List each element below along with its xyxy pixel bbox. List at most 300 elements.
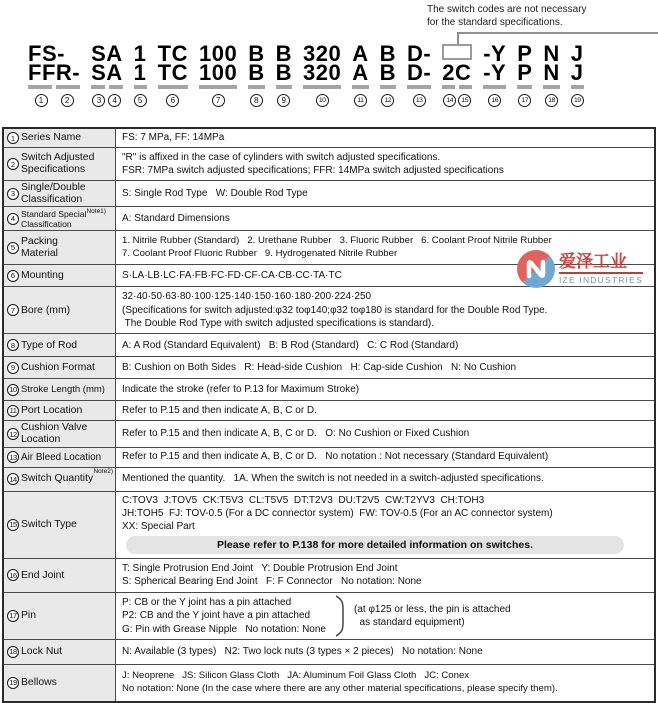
code-number-row [483,94,506,107]
switch-code-note [427,4,587,29]
code-number-wrap [407,94,431,107]
content-line: P: CB or the Y joint has a pin attached [122,596,292,608]
row-number-17: 17 [7,610,19,622]
code-underline-bar [276,85,292,89]
code-number-wrap [91,94,107,107]
code-underline-bar [543,85,559,89]
spec-table [2,127,656,703]
code-number-10: 10 [316,94,329,107]
code-number-wrap [107,94,123,107]
row-number-13: 13 [7,451,19,463]
code-number-row [380,94,396,107]
code-underline-bars [199,85,237,89]
code-segment-1 [28,41,81,107]
content-line: (at φ125 or less, the pin is attached [354,603,511,615]
code-line1-text: 100 [198,41,238,66]
row-content-cell [116,448,654,467]
spec-row-1 [4,129,654,148]
code-number-14: 14 [443,94,456,107]
code-underline-bar [442,85,455,89]
code-line2-text: 2C [442,60,472,85]
content-line: A: Standard Dimensions [122,213,230,225]
code-underline-bar [380,85,396,89]
row-label-cell [4,401,116,420]
row-content-cell [116,287,654,333]
row-label-line: Switch Type [21,518,77,530]
code-underline-bars [442,85,472,89]
code-number-row [248,94,264,107]
content-line: C:TOV3 J:TOV5 CK:T5V3 CL:T5V5 DT:T2V3 DU:T2V5 CW:T2YV3 CH:TOH3 [122,494,485,506]
row-label-line: Classification [21,193,83,205]
row-label-cell [4,559,116,592]
code-number-row [407,94,431,107]
row-number-18: 18 [7,646,19,658]
row-content-cell [116,181,654,206]
content-line: B: Cushion on Both Sides R: Head-side Cushion H: Cap-side Cushion N: No Cushion [122,362,517,374]
row-label-cell [4,334,116,356]
row-label-line: Standard Special$^{Note1)}$ [21,208,106,220]
code-underline-bar [517,85,532,89]
watermark [517,250,643,288]
code-line1-text: -Y [483,41,507,66]
spec-row-11 [4,401,654,421]
code-line2-text: 320 [302,60,342,85]
code-number-13: 13 [413,94,426,107]
content-line: 32·40·50·63·80·100·125·140·150·160·180·200·224·250 [122,291,372,303]
watermark-en-text: IZE INDUSTRIES [559,274,643,285]
code-line2-text: J [570,60,584,85]
code-segment-6 [248,41,265,107]
row-number-2: 2 [7,158,19,170]
code-number-2: 2 [61,94,74,107]
code-line1-text: P [517,41,533,66]
content-line: T: Single Protrusion End Joint Y: Double Protrusion End Joint [122,563,398,575]
code-underline-bar [352,85,368,89]
code-segment-2 [91,41,123,107]
code-underline-bars [248,85,264,89]
code-number-4: 4 [108,94,121,107]
code-number-15: 15 [458,94,471,107]
code-underline-bars [380,85,396,89]
code-segment-12 [442,44,472,107]
row-label-line: Mounting [21,270,64,282]
code-underline-bar [483,85,506,89]
row-label-cell [4,665,116,701]
code-line1-text: 320 [302,41,342,66]
row-content-cell [116,492,654,558]
note-connector-vertical-line [457,32,459,44]
row-label [21,677,57,689]
code-underline-bar [56,85,80,89]
switch-code-note-line1: The switch codes are not necessary [427,4,587,15]
row-label-line: Lock Nut [21,646,63,658]
code-segment-9 [352,41,369,107]
code-segment-13 [483,41,507,107]
row-number-16: 16 [7,569,19,581]
spec-row-19 [4,665,654,701]
switch-info-pill: Please refer to P.138 for more detailed information on switches. [126,536,624,554]
row-content-cell [116,207,654,230]
code-number-row [276,94,292,107]
row-label-line: Port Location [21,405,83,417]
code-number-5: 5 [134,94,147,107]
row-label [21,646,62,658]
code-number-row [303,94,341,107]
row-number-3: 3 [7,188,19,200]
code-segment-4 [157,41,188,107]
code-underline-bars [303,85,341,89]
row-label [21,208,106,229]
content-line: Indicate the stroke (refer to P.13 for Maximum Stroke) [122,384,360,396]
code-underline-bars [28,85,80,89]
row-label-cell [4,357,116,378]
code-number-row [442,94,472,107]
code-number-row [352,94,368,107]
code-number-wrap [571,94,584,107]
row-number-7: 7 [7,304,19,316]
content-line: (Specifications for switch adjusted:φ32 toφ140;φ32 toφ180 is standard for the Double Rod Type. [122,304,548,316]
content-line: P2: CB and the Y joint have a pin attached [122,610,311,622]
code-number-6: 6 [166,94,179,107]
ize-logo-icon [517,250,555,288]
row-label-cell [4,593,116,639]
code-number-wrap [517,94,532,107]
content-line: No notation: None (In the case where there are any other material specifications, please specify them). [122,682,558,694]
code-number-row [28,94,80,107]
row-label-cell [4,129,116,147]
row-content-cell [116,148,654,180]
code-number-wrap [276,94,292,107]
row-label-line: Type of Rod [21,339,78,351]
code-segment-10 [379,41,396,107]
code-line1-text: J [570,41,584,66]
content-line: Refer to P.15 and then indicate A, B, C or D. O: No Cushion or Fixed Cushion [122,428,470,440]
row-label-line: Series Name [21,132,82,144]
code-number-wrap [442,94,457,107]
code-line2-text: N [543,60,560,85]
code-number-row [158,94,188,107]
code-segment-5 [198,41,238,107]
spec-row-8 [4,334,654,357]
code-number-row [91,94,123,107]
pin-options [122,596,326,636]
code-number-wrap [28,94,54,107]
row-number-10: 10 [7,384,19,396]
row-label-cell [4,207,116,230]
code-number-11: 11 [354,94,367,107]
code-line2-text: P [517,60,533,85]
row-label-line: Air Bleed Location [21,451,102,463]
code-line2-text: D- [406,60,432,85]
row-label-cell [4,492,116,558]
switch-code-note-line2: for the standard specifications. [427,16,563,28]
row-label-line: End Joint [21,569,65,581]
row-label-line: Classification [21,218,72,229]
code-underline-bar [571,85,584,89]
code-line2-text: B [379,60,396,85]
code-number-18: 18 [545,94,558,107]
row-label [21,570,64,582]
row-label [21,236,58,259]
code-number-row [517,94,532,107]
row-content-cell [116,640,654,664]
code-underline-bar [199,85,237,89]
code-underline-bars [407,85,431,89]
code-line1-text: 1 [133,41,147,66]
row-label-cell [4,468,116,491]
switch-code-box [442,44,472,60]
code-number-wrap [158,94,188,107]
code-line1-text: FS- [28,41,65,66]
code-underline-bar [28,85,52,89]
pin-standard-note [354,603,511,630]
code-underline-bars [517,85,532,89]
spec-row-10 [4,379,654,401]
code-line2-text: 1 [133,60,147,85]
code-line2-text: -Y [483,60,507,85]
row-number-1: 1 [7,132,19,144]
content-line: S·LA·LB·LC·FA·FB·FC·FD·CF·CA·CB·CC·TA·TC [122,270,342,282]
row-number-15: 15 [7,519,19,531]
row-label-cell [4,379,116,400]
spec-row-13 [4,448,654,468]
row-label [21,452,101,463]
code-line2-text: TC [157,60,188,85]
row-label [21,270,64,282]
row-label [21,340,77,352]
row-number-11: 11 [7,405,19,417]
code-line1-text: N [543,41,560,66]
row-content-cell [116,665,654,701]
code-number-wrap [352,94,368,107]
code-segment-3 [133,41,147,107]
code-line2-text: 100 [198,60,238,85]
code-segment-11 [406,41,432,107]
spec-row-15 [4,492,654,559]
content-line: XX: Special Part [122,521,195,533]
content-line: Refer to P.15 and then indicate A, B, C or D. [122,405,317,417]
watermark-text [559,253,643,285]
row-label-line: Stroke Length (mm) [21,383,105,395]
code-segment-8 [302,41,342,107]
code-underline-bars [571,85,584,89]
brace-icon [334,595,346,637]
row-content-cell [116,129,654,147]
row-label-line: Pin [21,610,37,622]
code-number-row [543,94,559,107]
row-content-cell [116,421,654,446]
spec-row-4 [4,207,654,231]
spec-row-17 [4,593,654,640]
code-segment-15 [543,41,560,107]
row-content-cell [116,401,654,420]
code-underline-bars [483,85,506,89]
code-line2-text: A [352,60,369,85]
row-label [21,362,95,374]
content-line: The Double Rod Type with switch adjusted specifications is standard). [122,318,435,330]
code-line1-text: B [248,41,265,66]
row-label-line: Location [21,434,61,446]
row-number-9: 9 [7,362,19,374]
row-label-line: Switch Quantity [21,473,94,485]
row-label [21,610,36,622]
code-segment-16 [570,41,584,107]
row-content-cell [116,379,654,400]
code-underline-bar [248,85,264,89]
code-number-12: 12 [381,94,394,107]
row-label-line: Single/Double [21,182,86,193]
code-underline-bar [134,85,147,89]
code-number-wrap [543,94,559,107]
content-line: 7. Coolant Proof Fluoric Rubber 9. Hydrogenated Nitrile Rubber [122,247,398,259]
code-number-wrap [303,94,341,107]
content-line: JH:TOH5 FJ: TOV-0.5 (For a DC connector system) FW: TOV-0.5 (For an AC connector system) [122,508,553,520]
code-line2-text: B [275,60,292,85]
row-content-cell [116,559,654,592]
row-label-cell [4,448,116,467]
code-number-wrap [199,94,237,107]
code-number-19: 19 [571,94,584,107]
spec-row-14 [4,468,654,492]
code-underline-bar [303,85,341,89]
row-label [21,305,70,317]
content-line: as standard equipment) [354,616,465,628]
code-line1-text: A [352,41,369,66]
code-line1-text: TC [157,41,188,66]
row-label [21,405,82,417]
spec-row-3 [4,181,654,207]
content-line: S: Spherical Bearing End Joint F: F Connector No notation: None [122,576,422,588]
row-number-8: 8 [7,339,19,351]
watermark-cn-text: 爱泽工业 [559,253,643,274]
content-line: Refer to P.15 and then indicate A, B, C or D. No notation : Not necessary (Standard Equivalent) [122,451,549,463]
code-number-wrap [134,94,147,107]
code-underline-bar [91,85,105,89]
content-line: Mentioned the quantity. 1A. When the switch is not needed in a switch-adjusted specifications. [122,473,544,485]
spec-row-18 [4,640,654,665]
row-number-5: 5 [7,242,19,254]
row-number-4: 4 [7,213,19,225]
row-label-line: Bore (mm) [21,304,71,316]
row-label [21,152,94,175]
code-underline-bars [158,85,188,89]
row-content-cell [116,468,654,491]
content-line: N: Available (3 types) N2: Two lock nuts (3 types × 2 pieces) No notation: None [122,646,483,658]
code-underline-bar [158,85,188,89]
code-number-wrap [457,94,472,107]
row-number-19: 19 [7,677,19,689]
code-underline-bar [407,85,431,89]
row-number-12: 12 [7,428,19,440]
row-label [21,422,87,445]
row-label-line: Specifications [21,164,86,175]
code-line1-text: D- [406,41,432,66]
code-number-row [134,94,147,107]
row-label [21,132,81,144]
code-underline-bar [459,85,472,89]
code-number-16: 16 [488,94,501,107]
content-line: J: Neoprene JS: Silicon Glass Cloth JA: Aluminum Foil Glass Cloth JC: Conex [122,670,470,682]
row-label [21,385,105,396]
row-content-cell [116,593,654,639]
code-segment-14 [517,41,533,107]
code-number-wrap [483,94,506,107]
code-line1-text: B [275,41,292,66]
row-label-cell [4,148,116,180]
row-label-line: Switch Adjusted [21,152,95,164]
row-label [21,473,93,485]
row-label-cell [4,287,116,333]
row-label-cell [4,640,116,664]
code-line2-text: B [248,60,265,85]
row-label-cell [4,231,116,264]
code-underline-bars [276,85,292,89]
label-note-sup: Note1) [86,208,106,216]
row-label-line: Cushion Format [21,362,95,374]
row-label-cell [4,181,116,206]
code-segment-7 [275,41,292,107]
code-number-7: 7 [212,94,225,107]
spec-row-7 [4,287,654,334]
code-underline-bars [91,85,123,89]
row-label [21,182,86,205]
content-line: FS: 7 MPa, FF: 14MPa [122,132,225,144]
label-corner-note: Note2) [93,467,113,475]
code-number-1: 1 [35,94,48,107]
code-line1-text: B [379,41,396,66]
code-underline-bars [352,85,368,89]
row-label-cell [4,421,116,446]
note-connector-horizontal-line [457,32,658,34]
code-line1-text: SA [91,41,123,66]
code-underline-bars [543,85,559,89]
code-underline-bars [134,85,147,89]
code-number-wrap [380,94,396,107]
code-number-row [571,94,584,107]
content-line: 1. Nitrile Rubber (Standard) 2. Urethane Rubber 3. Fluoric Rubber 6. Coolant Proof Nitrile Rubber [122,235,552,247]
spec-row-12 [4,421,654,447]
spec-row-16 [4,559,654,593]
spec-row-2 [4,148,654,181]
content-line: "R" is affixed in the case of cylinders with switch adjusted specifications. [122,151,441,163]
row-number-14: 14 [7,473,19,485]
content-line: A: A Rod (Standard Equivalent) B: B Rod (Standard) C: C Rod (Standard) [122,339,459,351]
row-content-cell [116,334,654,356]
code-number-9: 9 [277,94,290,107]
spec-row-9 [4,357,654,379]
content-line: G: Pin with Grease Nipple No notation: None [122,623,326,635]
code-number-8: 8 [250,94,263,107]
row-label-line: Packing [21,236,58,248]
code-number-3: 3 [92,94,105,107]
code-number-17: 17 [518,94,531,107]
code-number-wrap [54,94,80,107]
row-label-line: Bellows [21,677,57,689]
pin-content [122,595,652,637]
code-underline-bar [109,85,123,89]
content-line: S: Single Rod Type W: Double Rod Type [122,187,308,199]
code-number-row [199,94,237,107]
row-label-line: Cushion Valve [21,422,88,434]
content-line: FSR: 7MPa switch adjusted specifications; FFR: 14MPa switch adjusted specifications [122,165,504,176]
row-content-cell [116,357,654,378]
code-number-wrap [248,94,264,107]
row-label [21,519,77,531]
row-label-cell [4,265,116,286]
model-code [28,41,584,107]
row-label-line: Material [21,247,58,259]
code-line2-text: SA [91,60,123,85]
